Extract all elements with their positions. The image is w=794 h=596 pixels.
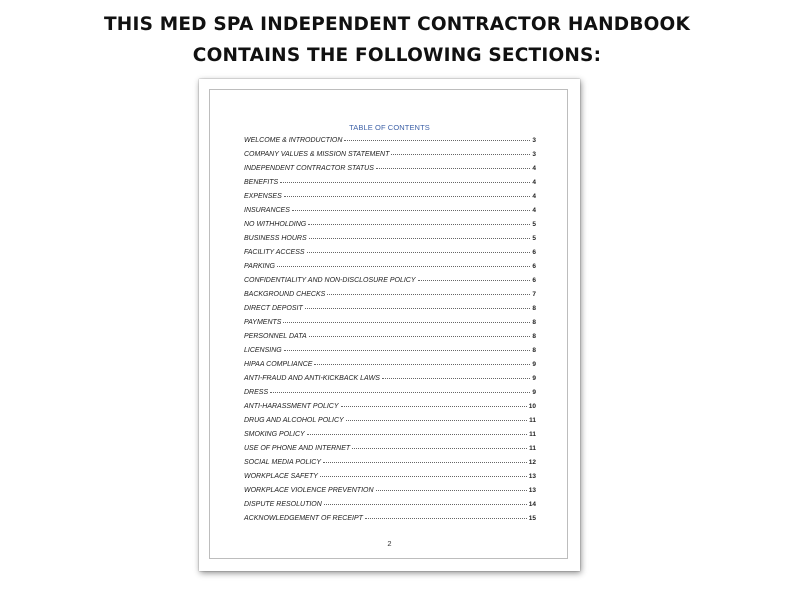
- dot-leader: [327, 294, 530, 295]
- toc-entry-page: 14: [528, 501, 536, 508]
- toc-entry-label: PERSONNEL DATA: [244, 333, 307, 340]
- dot-leader: [307, 434, 527, 435]
- toc-entry-label: DRESS: [244, 389, 269, 396]
- toc-entry-label: BUSINESS HOURS: [244, 235, 307, 242]
- toc-entry-label: DRUG AND ALCOHOL POLICY: [244, 417, 344, 424]
- dot-leader: [344, 140, 530, 141]
- toc-entry-page: 9: [532, 361, 536, 368]
- toc-entry: [244, 305, 536, 319]
- toc-entry: [244, 249, 536, 263]
- toc-entry: [244, 319, 536, 333]
- toc-entry-label: ANTI-HARASSMENT POLICY: [244, 403, 339, 410]
- toc-entry-label: ANTI-FRAUD AND ANTI-KICKBACK LAWS: [244, 375, 380, 382]
- dot-leader: [341, 406, 527, 407]
- toc-entry: [244, 137, 536, 151]
- toc-entry-page: 8: [532, 319, 536, 326]
- toc-entry: [244, 179, 536, 193]
- toc-entry-page: 11: [529, 445, 536, 452]
- dot-leader: [280, 182, 530, 183]
- document-page-preview: [199, 79, 580, 571]
- toc-entry-label: INDEPENDENT CONTRACTOR STATUS: [244, 165, 374, 172]
- toc-entry: [244, 501, 536, 515]
- dot-leader: [308, 224, 530, 225]
- toc-entry-page: 11: [529, 417, 536, 424]
- dot-leader: [284, 196, 531, 197]
- toc-entry-page: 8: [532, 333, 536, 340]
- toc-entry: [244, 417, 536, 431]
- dot-leader: [283, 322, 530, 323]
- toc-entry-page: 4: [532, 207, 536, 214]
- toc-entry-label: PARKING: [244, 263, 275, 270]
- dot-leader: [284, 350, 531, 351]
- toc-entry-label: NO WITHHOLDING: [244, 221, 307, 228]
- toc-entry-label: DISPUTE RESOLUTION: [244, 501, 322, 508]
- dot-leader: [352, 448, 527, 449]
- dot-leader: [320, 476, 527, 477]
- toc-entry-label: FACILITY ACCESS: [244, 249, 305, 256]
- toc-entry-label: CONFIDENTIALITY AND NON-DISCLOSURE POLICY: [244, 277, 416, 284]
- toc-entry-label: ACKNOWLEDGEMENT OF RECEIPT: [244, 515, 363, 522]
- dot-leader: [391, 154, 530, 155]
- toc-entry-page: 8: [532, 347, 536, 354]
- toc-entry-page: 9: [532, 389, 536, 396]
- toc-entry: [244, 193, 536, 207]
- toc-entry-label: DIRECT DEPOSIT: [244, 305, 303, 312]
- toc-entry: [244, 375, 536, 389]
- dot-leader: [376, 168, 530, 169]
- toc-entry-label: WORKPLACE SAFETY: [244, 473, 318, 480]
- toc-entry-page: 6: [532, 249, 536, 256]
- toc-entry-label: WORKPLACE VIOLENCE PREVENTION: [244, 487, 374, 494]
- dot-leader: [309, 238, 531, 239]
- toc-entry: [244, 389, 536, 403]
- toc-entry-page: 10: [528, 403, 536, 410]
- toc-entry-label: SOCIAL MEDIA POLICY: [244, 459, 322, 466]
- toc-entry: [244, 515, 536, 529]
- toc-entry-page: 11: [529, 431, 536, 438]
- dot-leader: [346, 420, 527, 421]
- toc-entry: [244, 235, 536, 249]
- toc-list: [244, 137, 536, 529]
- toc-entry: [244, 165, 536, 179]
- dot-leader: [323, 462, 527, 463]
- toc-entry: [244, 207, 536, 221]
- page-number: 2: [387, 539, 392, 548]
- toc-entry: [244, 333, 536, 347]
- dot-leader: [292, 210, 530, 211]
- dot-leader: [309, 336, 531, 337]
- toc-entry-page: 5: [532, 221, 536, 228]
- toc-entry-page: 4: [532, 165, 536, 172]
- heading-line-1: THIS MED SPA INDEPENDENT CONTRACTOR HANDBOOK: [103, 14, 691, 35]
- toc-entry: [244, 459, 536, 473]
- dot-leader: [314, 364, 530, 365]
- toc-entry-page: 7: [532, 291, 536, 298]
- toc-entry: [244, 361, 536, 375]
- toc-entry-page: 12: [528, 459, 536, 466]
- dot-leader: [382, 378, 531, 379]
- dot-leader: [418, 280, 531, 281]
- toc-entry-label: BENEFITS: [244, 179, 279, 186]
- toc-entry-page: 13: [528, 473, 536, 480]
- toc-entry-page: 6: [532, 277, 536, 284]
- dot-leader: [277, 266, 530, 267]
- toc-entry: [244, 151, 536, 165]
- toc-entry: [244, 277, 536, 291]
- toc-entry-label: PAYMENTS: [244, 319, 282, 326]
- toc-entry-page: 5: [532, 235, 536, 242]
- toc-entry-label: USE OF PHONE AND INTERNET: [244, 445, 351, 452]
- heading-line-2: CONTAINS THE FOLLOWING SECTIONS:: [192, 45, 602, 66]
- dot-leader: [365, 518, 527, 519]
- toc-entry: [244, 263, 536, 277]
- toc-entry-page: 3: [532, 151, 536, 158]
- toc-entry-page: 13: [528, 487, 536, 494]
- toc-entry-label: HIPAA COMPLIANCE: [244, 361, 313, 368]
- dot-leader: [307, 252, 531, 253]
- toc-entry-page: 6: [532, 263, 536, 270]
- toc-entry: [244, 445, 536, 459]
- toc-entry: [244, 473, 536, 487]
- dot-leader: [305, 308, 531, 309]
- toc-entry: [244, 291, 536, 305]
- toc-entry-page: 4: [532, 179, 536, 186]
- toc-entry-page: 8: [532, 305, 536, 312]
- toc-entry-label: EXPENSES: [244, 193, 282, 200]
- toc-entry-page: 9: [532, 375, 536, 382]
- toc-entry-page: 4: [532, 193, 536, 200]
- dot-leader: [376, 490, 527, 491]
- toc-entry: [244, 487, 536, 501]
- toc-entry: [244, 431, 536, 445]
- dot-leader: [270, 392, 530, 393]
- toc-entry-label: INSURANCES: [244, 207, 290, 214]
- toc-entry: [244, 403, 536, 417]
- toc-title: TABLE OF CONTENTS: [349, 123, 430, 132]
- toc-entry-label: COMPANY VALUES & MISSION STATEMENT: [244, 151, 390, 158]
- toc-entry-page: 3: [532, 137, 536, 144]
- toc-entry-label: SMOKING POLICY: [244, 431, 305, 438]
- toc-entry: [244, 347, 536, 361]
- dot-leader: [324, 504, 527, 505]
- toc-entry-label: LICENSING: [244, 347, 282, 354]
- toc-entry-label: WELCOME & INTRODUCTION: [244, 137, 343, 144]
- toc-entry-page: 15: [528, 515, 536, 522]
- toc-entry: [244, 221, 536, 235]
- toc-entry-label: BACKGROUND CHECKS: [244, 291, 326, 298]
